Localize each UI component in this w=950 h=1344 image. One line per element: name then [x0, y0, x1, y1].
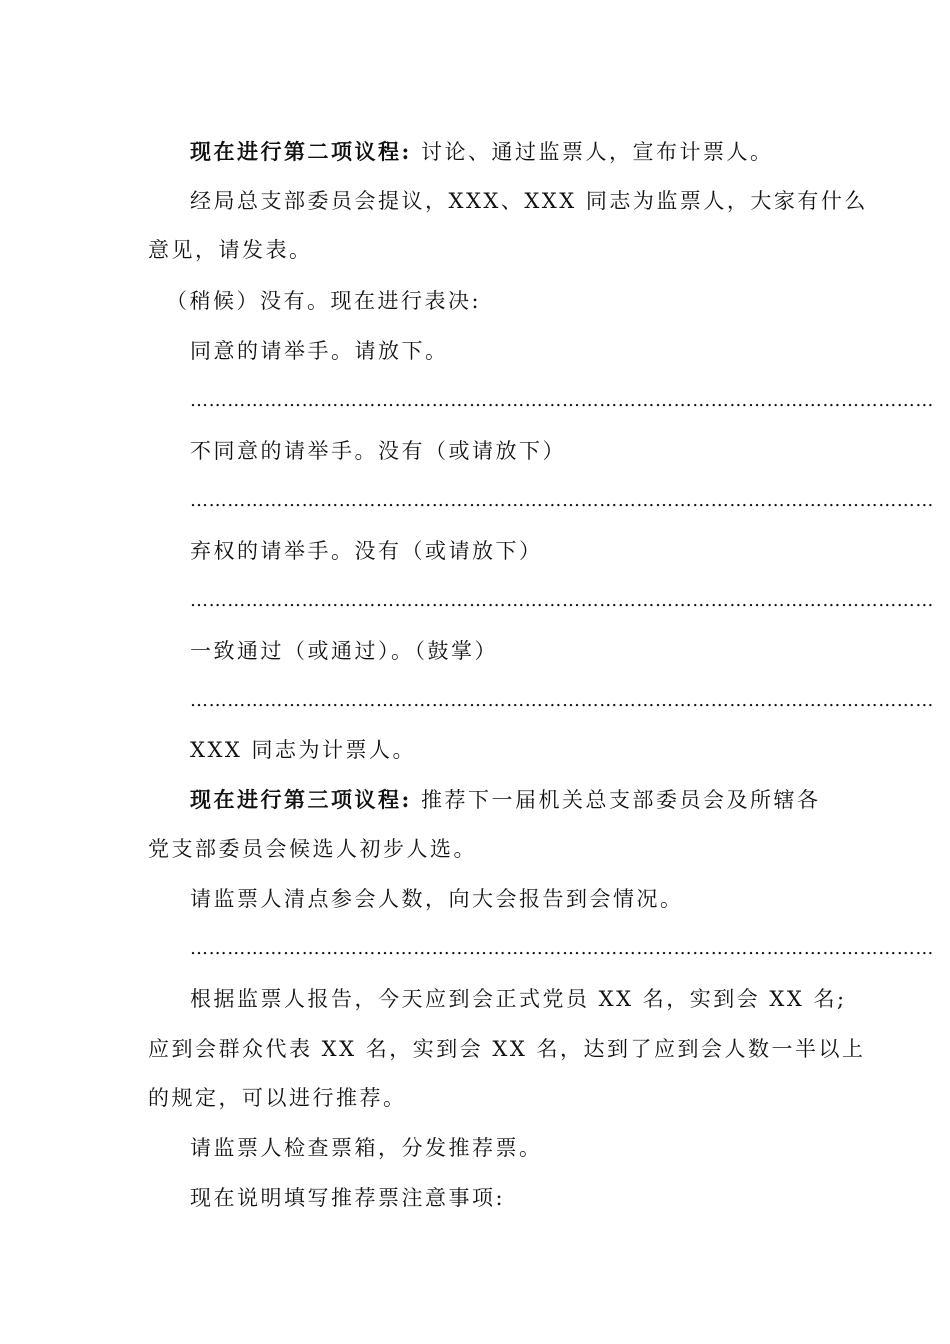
agenda-item-2: [190, 137, 870, 167]
paragraph-count-attendance: 请监票人清点参会人数，向大会报告到会情况。: [190, 887, 684, 911]
agenda-item-3-text: 推荐下一届机关总支部委员会及所辖各: [411, 788, 821, 812]
paragraph-report-line-3: 的规定，可以进行推荐。: [148, 1086, 407, 1110]
dotted-separator: …………………………………………………………………………………………………………: [190, 590, 934, 611]
paragraph-report-line-2: 应到会群众代表 XX 名，实到会 XX 名，达到了应到会人数一半以上: [148, 1037, 866, 1061]
paragraph-passed: 一致通过（或通过）。（鼓掌）: [190, 639, 498, 663]
paragraph-disagree: 不同意的请举手。没有（或请放下）: [190, 439, 566, 463]
dotted-separator: …………………………………………………………………………………………………………: [190, 690, 934, 711]
dotted-separator: …………………………………………………………………………………………………………: [190, 490, 934, 511]
agenda-item-2-text: 讨论、通过监票人，宣布计票人。: [411, 140, 774, 164]
paragraph-agree: 同意的请举手。请放下。: [190, 339, 449, 363]
paragraph-instructions: 现在说明填写推荐票注意事项:: [190, 1186, 506, 1210]
agenda-item-3: [190, 785, 870, 815]
paragraph-proposal-line-1: 经局总支部委员会提议，XXX、XXX 同志为监票人，大家有什么: [190, 189, 868, 213]
dotted-separator: …………………………………………………………………………………………………………: [190, 938, 934, 959]
paragraph-proposal-line-2: 意见，请发表。: [148, 238, 313, 262]
agenda-item-2-heading: 现在进行第二项议程:: [190, 139, 412, 164]
paragraph-ballot-box: 请监票人检查票箱，分发推荐票。: [190, 1136, 543, 1160]
agenda-item-3-heading: 现在进行第三项议程:: [190, 787, 412, 812]
paragraph-counter: XXX 同志为计票人。: [190, 738, 417, 762]
paragraph-report-line-1: 根据监票人报告，今天应到会正式党员 XX 名，实到会 XX 名;: [190, 987, 847, 1011]
dotted-separator: …………………………………………………………………………………………………………: [190, 390, 934, 411]
agenda-item-3-line-2: 党支部委员会候选人初步人选。: [148, 837, 477, 861]
paragraph-vote-start: （稍候）没有。现在进行表决:: [166, 289, 482, 313]
paragraph-abstain: 弃权的请举手。没有（或请放下）: [190, 539, 543, 563]
